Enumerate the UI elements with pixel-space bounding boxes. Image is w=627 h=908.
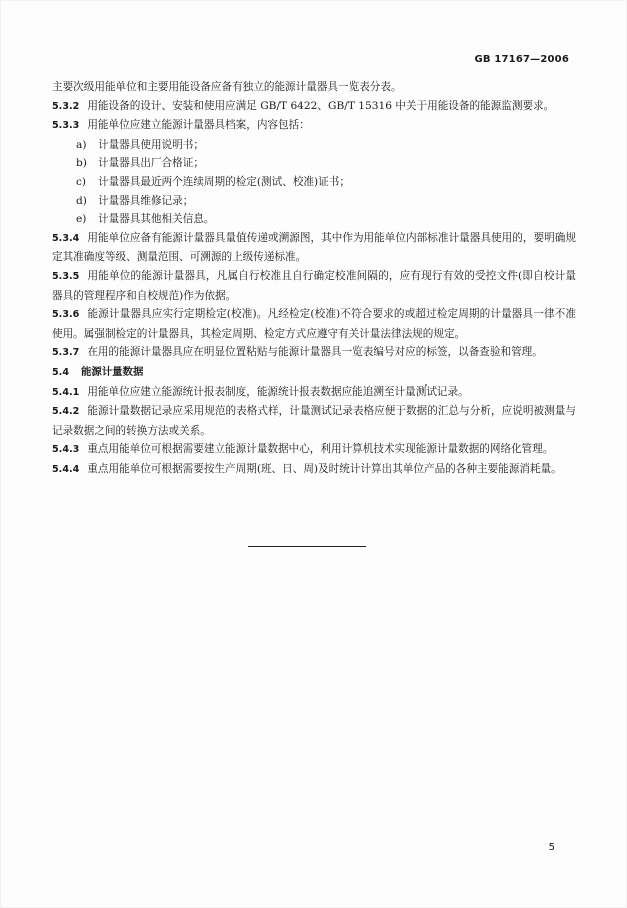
standard-code-header: GB 17167—2006 (474, 54, 569, 65)
list-item (52, 192, 576, 211)
section-title: 能源计量数据 (81, 365, 144, 378)
clause-number: 5.3.2 (52, 100, 80, 112)
clause-number: 5.3.3 (52, 120, 80, 132)
section-number: 5.4 (52, 366, 69, 378)
clause-text: 用能单位应建立能源统计报表制度，能源统计报表数据应能追溯至计量测试记录。 (87, 385, 469, 398)
clause-number: 5.4.1 (52, 386, 80, 398)
list-item-text: 计量器具其他相关信息。 (98, 213, 215, 226)
clause-text: 用能单位应备有能源计量器具量值传递或溯源图，其中作为用能单位内部标准计量器具使用的，要明确规定其准确度等级、测量范围、可溯源的上级传递标准。 (52, 231, 576, 264)
list-item-label: b) (76, 157, 87, 170)
clause-number: 5.4.2 (52, 406, 80, 418)
list-item (52, 154, 576, 173)
list-item-text: 计量器具出厂合格证； (98, 157, 204, 170)
clause-5-3-4 (52, 229, 576, 267)
list-item (52, 173, 576, 192)
clause-5-3-7 (52, 343, 576, 363)
scan-speck (425, 384, 427, 386)
page-number: 5 (548, 842, 555, 853)
clause-text: 在用的能源计量器具应在明显位置粘贴与能源计量器具一览表编号对应的标签，以备查验和管理。 (87, 346, 543, 359)
clause-text: 重点用能单位可根据需要按生产周期(班、日、周)及时统计计算出其单位产品的各种主要能源消耗量。 (87, 462, 562, 475)
list-item (52, 136, 576, 155)
clause-text: 用能单位应建立能源计量器具档案，内容包括： (87, 119, 310, 132)
document-body (52, 78, 576, 479)
clause-5-4-2 (52, 402, 576, 440)
clause-5-4-4 (52, 460, 576, 480)
clause-5-3-3 (52, 116, 576, 136)
section-heading-5-4 (52, 363, 576, 383)
list-item (52, 210, 576, 229)
end-of-text-rule (248, 546, 366, 547)
list-item-text: 计量器具使用说明书； (98, 138, 204, 151)
clause-text: 用能单位的能源计量器具，凡属自行校准且自行确定校准间隔的，应有现行有效的受控文件(即自校计量器具的管理程序和自校规范)作为依据。 (52, 269, 576, 302)
list-item-text: 计量器具维修记录； (98, 194, 194, 207)
list-item-label: c) (76, 175, 87, 188)
clause-text: 能源计量数据记录应采用规范的表格式样，计量测试记录表格应便于数据的汇总与分析，应说明被测量与记录数据之间的转换方法或关系。 (52, 405, 576, 437)
list-item-text: 计量器具最近两个连续周期的检定(测试、校准)证书； (98, 175, 350, 188)
clause-5-3-2 (52, 97, 576, 117)
clause-number: 5.4.4 (52, 463, 80, 475)
paragraph-intro: 主要次级用能单位和主要用能设备应备有独立的能源计量器具一览表分表。 (52, 81, 402, 93)
list-item-label: a) (76, 138, 87, 151)
clause-text: 重点用能单位可根据需要建立能源计量数据中心，利用计算机技术实现能源计量数据的网络化管理。 (87, 443, 554, 456)
list-item-label: e) (76, 213, 87, 226)
clause-number: 5.3.6 (52, 309, 80, 321)
clause-text: 能源计量器具应实行定期检定(校准)。凡经检定(校准)不符合要求的或超过检定周期的计量器具一律不准使用。属强制检定的计量器具，其检定周期、检定方式应遵守有关计量法律法规的规定。 (52, 308, 576, 340)
clause-number: 5.3.4 (52, 232, 80, 244)
clause-text: 用能设备的设计、安装和使用应满足 GB/T 6422、GB/T 15316 中关于用能设备的能源监测要求。 (87, 99, 555, 112)
clause-5-4-1 (52, 383, 576, 403)
clause-number: 5.3.7 (52, 347, 80, 359)
clause-5-3-5 (52, 267, 576, 305)
clause-number: 5.4.3 (52, 444, 80, 456)
clause-5-4-3 (52, 440, 576, 460)
clause-5-3-6 (52, 305, 576, 343)
list-item-label: d) (76, 194, 87, 207)
clause-number: 5.3.5 (52, 270, 80, 282)
